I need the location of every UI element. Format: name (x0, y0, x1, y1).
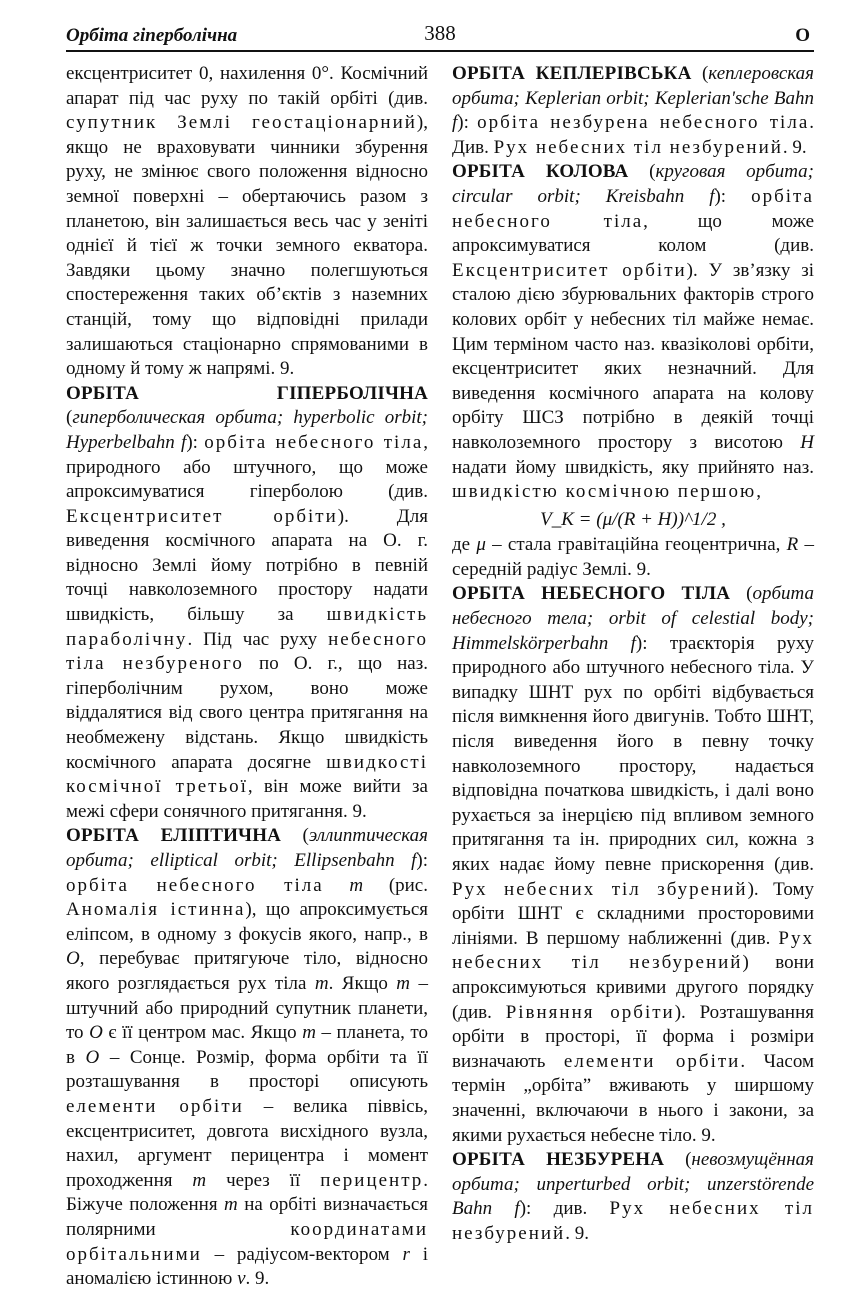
translations: эллиптическая орбита; elliptical orbit; Ellipsenbahn f (66, 825, 428, 871)
cross-reference: елементи орбіти (563, 1050, 741, 1072)
cross-reference: координатами орбітальними (66, 1218, 428, 1265)
cross-reference: небесного тіла незбуреного (66, 628, 428, 675)
translations: круговая орбита; circular orbit; Kreisbahn f (452, 161, 814, 207)
page-header (66, 20, 814, 52)
cross-reference: елементи орбіти (66, 1095, 244, 1117)
translations: гиперболическая орбита; hyperbolic orbit; Hyperbelbahn f (66, 407, 428, 453)
entry-orbit-circular: ОРБІТА КОЛОВА (круговая орбита; circular orbit; Kreisbahn f): орбіта небесного тіла, що може апроксимуватися колом (див. Ексцентриситет орбіти). У зв’язку зі сталою дією збурювальних факторів строго колових орбіт у небесних тіл майже немає. Цим терміном часто наз. квазіколові орбіти, ексцентриситет яких незначний. Для виведення космічного апарата на колову орбіту ШСЗ потрібно в деякій точці навколоземного простору з висотою H надати йому швидкість, яку прийнято наз. швидкістю космічною першою, (452, 161, 815, 503)
symbol-m: m (224, 1194, 238, 1216)
headword: ОРБІТА НЕБЕСНОГО ТІЛА (452, 583, 731, 605)
entry-orbit-celestial-body: ОРБІТА НЕБЕСНОГО ТІЛА (орбита небесного тела; orbit of celestial body; Himmelskörperbahn f): траєкторія руху природного або штучного небесного тіла. У випадку ШНТ рух по орбіті відбувається після вимкнення його двигунів. Тобто ШНТ, після виведення його в певну точку навколоземного простору, надається відповідна початкова швидкість, і далі воно рухається за інерцією під впливом земного притягання та ін. природних сил, кожна з яких надає йому певне прискорення (див. Рух небесних тіл збурений). Тому орбіти ШНТ є складними просторовими лініями. В першому наближенні (див. Рух небесних тіл незбурений) вони апроксимуються кривими другого порядку (див. Рівняння орбіти). Розташування орбіти в просторі, її форма і розміри визначають елементи орбіти. Часом термін „орбіта” вживають у ширшому значенні, включаючи в нього і закони, за якими рухається небесне тіло. 9. (452, 583, 814, 1146)
section-letter: О (795, 25, 810, 46)
cross-reference: швидкості космічної третьої (66, 751, 428, 798)
cross-reference: орбіта небесного тіла (452, 185, 814, 232)
headword: ОРБІТА ЕЛІПТИЧНА (66, 825, 282, 847)
cross-reference: орбіта небесного тіла (204, 431, 424, 453)
entry-orbit-circular-cont: де μ – стала гравітаційна геоцентрична, R – середній радіус Землі. 9. (452, 534, 815, 580)
cross-reference: Ексцентриситет орбіти (66, 505, 338, 527)
symbol-m: m (302, 1022, 316, 1044)
symbol-m: m (314, 972, 329, 994)
symbol-v: v (237, 1268, 246, 1290)
cross-reference: орбіта небесного тіла (66, 874, 324, 896)
cross-reference: перицентр (320, 1169, 424, 1191)
headword: ОРБІТА КОЛОВА (452, 161, 629, 183)
headword: ОРБІТА КЕПЛЕРІВСЬКА (452, 63, 692, 84)
cross-reference: швидкість параболічну (66, 604, 428, 650)
symbol-m: m (349, 874, 364, 896)
cross-reference: Рух небесних тіл незбурений (452, 1198, 814, 1244)
cross-reference: Рух небесних тіл збурений (452, 878, 748, 900)
cross-reference: Рух небесних тіл незбурений (452, 927, 814, 974)
left-column (66, 62, 429, 1290)
translations: невозмущённая орбита; unperturbed orbit; unzerstörende Bahn f (452, 1149, 814, 1220)
symbol-o: O (66, 948, 80, 970)
cross-reference: Рівняння орбіти (505, 1001, 675, 1023)
translations: орбита небесного тела; orbit of celestial body; Himmelskörperbahn f (452, 583, 814, 654)
symbol-mu: μ (476, 534, 486, 556)
symbol-r: R (786, 534, 799, 556)
entry-orbit-keplerian: ОРБІТА КЕПЛЕРІВСЬКА (кеплеровская орбита; Keplerian orbit; Keplerian'sche Bahn f): орбіта незбурена небесного тіла. Див. Рух небесних тіл незбурений. 9. (452, 63, 815, 158)
right-column (452, 62, 815, 1244)
running-head: Орбіта гіперболічна (66, 25, 238, 46)
symbol-o: O (85, 1046, 100, 1068)
formula-first-cosmic-velocity: V_K = (μ/(R + H))^1/2 , (540, 508, 726, 530)
translations: кеплеровская орбита; Keplerian orbit; Keplerian'sche Bahn f (452, 63, 814, 134)
cross-reference: орбіта незбурена небесного тіла (477, 112, 810, 134)
entry-orbit-unperturbed: ОРБІТА НЕЗБУРЕНА (невозмущённая орбита; unperturbed orbit; unzerstörende Bahn f): див. Рух небесних тіл незбурений. 9. (452, 1149, 814, 1244)
symbol-m: m (396, 972, 411, 994)
cross-reference: Рух небесних тіл незбурений (493, 136, 783, 158)
entry-orbit-elliptical: ОРБІТА ЕЛІПТИЧНА (эллиптическая орбита; elliptical orbit; Ellipsenbahn f): орбіта небесного тіла m (рис. Аномалія істинна), що апроксимується еліпсом, в одному з фокусів якого, напр., в O, перебуває притягуюче тіло, відносно якого розглядається рух тіла m. Якщо m – штучний або природний супутник планети, то O є її центром мас. Якщо m – планета, то в O – Сонце. Розмір, форма орбіти та її розташування в просторі описують елементи орбіти – велика піввісь, ексцентриситет, довгота висхідного вузла, нахил, аргумент перицентра і момент проходження m через її перицентр. Біжуче положення m на орбіті визначається полярними координатами орбітальними – радіусом-вектором r і аномалією істинною v. 9. (66, 825, 429, 1290)
page-number: 388 (424, 21, 456, 45)
headword: ОРБІТА НЕЗБУРЕНА (452, 1149, 665, 1171)
cross-reference: Ексцентриситет орбіти (452, 259, 687, 281)
symbol-o: O (89, 1022, 103, 1044)
symbol-h: H (800, 431, 814, 453)
cross-reference: швидкістю космічною першою (452, 481, 757, 503)
continued-entry: ексцентриситет 0, нахилення 0°. Космічний апарат під час руху по такій орбіті (див. супутник Землі геостаціонарний), якщо не враховувати чинники збурення руху, не змінює свого положення відносно земної поверхні – обертаючись разом з планетою, він залишається весь час у зеніті однієї й тієї ж точки земного екватора. Завдяки цьому значно полегшуються спостереження таких об’єктів з наземних станцій, тому що відповідні прилади залишаються стаціонарно спрямованими в одному й тому ж напрямі. 9. (66, 63, 428, 380)
cross-reference: Аномалія істинна (66, 899, 246, 921)
symbol-r: r (402, 1243, 410, 1265)
headword: ОРБІТА ГІПЕРБОЛІЧНА (66, 382, 428, 404)
cross-reference: супутник Землі геостаціонарний (66, 112, 417, 134)
entry-orbit-hyperbolic: ОРБІТА ГІПЕРБОЛІЧНА (гиперболическая орбита; hyperbolic orbit; Hyperbelbahn f): орбіта небесного тіла, природного або штучного, що може апроксимуватися гіперболою (див. Ексцентриситет орбіти). Для виведення космічного апарата на О. г. відносно Землі йому потрібно в певній точці навколоземного простору надати швидкість, більшу за швидкість параболічну. Під час руху небесного тіла незбуреного по О. г., що наз. гіперболічним рухом, воно може віддалятися від свого центра притягання на необмежену відстань. Якщо швидкість космічного апарата досягне швидкості космічної третьої, він може вийти за межі сфери сонячного притягання. 9. (66, 382, 428, 822)
symbol-m: m (192, 1169, 207, 1191)
